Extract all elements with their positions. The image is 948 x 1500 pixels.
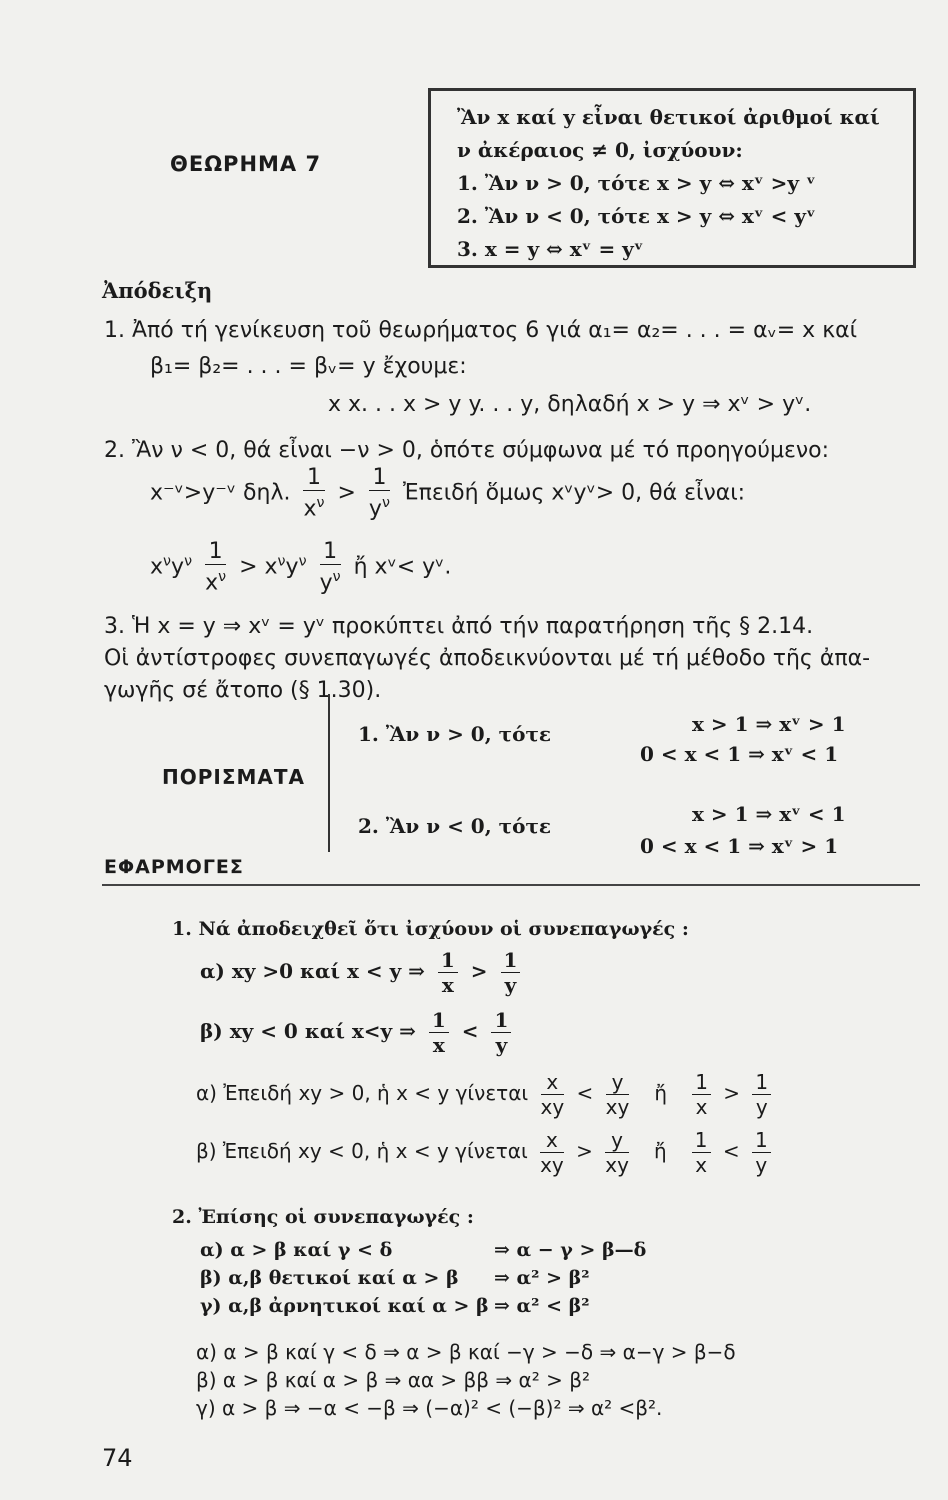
proof-2-conclusion: ἤ xᵛ< yᵛ.: [353, 554, 452, 580]
theorem-line-1: Ἂν x καί y εἶναι θετικοί ἀριθμοί καί: [457, 105, 880, 129]
theorem-line-2: ν ἀκέραιος ≠ 0, ἰσχύουν:: [457, 138, 743, 162]
fraction-1-over-yv-2: $\frac{1}{y^\nu}$: [319, 539, 341, 596]
exercise-2-rows: [200, 1236, 489, 1320]
fraction-x-over-xy: $\frac{x}{xy}$: [540, 1070, 565, 1119]
exercise-2-title: 2. Ἐπίσης οἱ συνεπαγωγές :: [172, 1206, 474, 1228]
proof-2-line-2: x⁻ᵛ>y⁻ᵛ δηλ. $\frac{1}{x^\nu}$ > $\frac{1}{y^\nu}$ Ἐπειδή ὅμως xᵛyᵛ> 0, θά εἶναι:: [150, 465, 746, 522]
theorem-line-5: 3. x = y ⇔ xᵛ = yᵛ: [457, 237, 644, 261]
fraction-1-over-x-4: $\frac{1}{x}$: [692, 1128, 711, 1177]
exercise-1-b: β) xy < 0 καί x<y ⇒ $\frac{1}{x}$ < $\frac{1}{y}$: [200, 1008, 517, 1057]
fraction-1-over-y-3: $\frac{1}{y}$: [752, 1070, 771, 1119]
exercise-2-result-b: ⇒ α² > β²: [494, 1267, 590, 1289]
corollary-2: 2. Ἂν ν < 0, τότε: [358, 814, 552, 838]
corollary-2-row-1: x > 1 ⇒ xᵛ < 1: [692, 802, 846, 826]
exercise-2-result-c: ⇒ α² < β²: [494, 1295, 590, 1317]
fraction-1-over-xv-2: $\frac{1}{x^\nu}$: [205, 539, 227, 596]
proof-2-ineq: x⁻ᵛ>y⁻ᵛ δηλ.: [150, 480, 291, 506]
corollaries-divider: [328, 694, 330, 852]
corollary-1-row-2: 0 < x < 1 ⇒ xᵛ < 1: [640, 742, 839, 766]
corollary-2-row-2: 0 < x < 1 ⇒ xᵛ > 1: [640, 834, 839, 858]
fraction-1-over-y: $\frac{1}{y}$: [501, 948, 521, 997]
theorem-line-3: 1. Ἂν ν > 0, τότε x > y ⇔ xᵛ >y ᵛ: [457, 171, 816, 195]
proof-1-line-2: β₁= β₂= . . . = βᵥ= y ἔχουμε:: [150, 354, 467, 379]
proof-3-line-3: γωγῆς σέ ἄτοπο (§ 1.30).: [104, 678, 382, 703]
solution-1-a: α) Ἐπειδή xy > 0, ἡ x < y γίνεται $\frac{x}{xy}$ < $\frac{y}{xy}$ ἤ $\frac{1}{x}$ > $\frac{1}{y}$: [196, 1070, 777, 1119]
solution-2: [196, 1338, 736, 1422]
proof-1-line-3: x x. . . x > y y. . . y, δηλαδή x > y ⇒ xᵛ > yᵛ.: [328, 392, 812, 417]
exercise-2-row-c: γ) α,β ἀρνητικοί καί α > β: [200, 1295, 489, 1317]
solution-2-c: γ) α > β ⇒ −α < −β ⇒ (−α)² < (−β)² ⇒ α² <β².: [196, 1396, 663, 1420]
fraction-1-over-yv: $\frac{1}{y^\nu}$: [368, 465, 390, 522]
exercise-1-title: 1. Νά ἀποδειχθεῖ ὅτι ἰσχύουν οἱ συνεπαγωγές :: [172, 918, 689, 940]
fraction-1-over-x-2: $\frac{1}{x}$: [429, 1008, 449, 1057]
fraction-1-over-x-3: $\frac{1}{x}$: [692, 1070, 711, 1119]
or-word: ἤ: [654, 1081, 668, 1105]
fraction-y-over-xy: $\frac{y}{xy}$: [605, 1070, 630, 1119]
fraction-1-over-y-4: $\frac{1}{y}$: [752, 1128, 771, 1177]
or-word-2: ἤ: [654, 1139, 667, 1163]
fraction-1-over-xv: $\frac{1}{x^\nu}$: [303, 465, 325, 522]
proof-1-line-1: 1. Ἀπό τή γενίκευση τοῦ θεωρήματος 6 γιά α₁= α₂= . . . = αᵥ= x καί: [104, 318, 858, 343]
proof-2-since: Ἐπειδή ὅμως xᵛyᵛ> 0, θά εἶναι:: [402, 480, 746, 506]
proof-2-line-3: $x^\nu y^\nu$ $\frac{1}{x^\nu}$ > $x^\nu y^\nu$ $\frac{1}{y^\nu}$ ἤ xᵛ< yᵛ.: [150, 539, 452, 596]
exercise-1-a: α) xy >0 καί x < y ⇒ $\frac{1}{x}$ > $\frac{1}{y}$: [200, 948, 526, 997]
corollaries-title: ΠΟΡΙΣΜΑΤΑ: [162, 765, 306, 789]
solution-2-b: β) α > β καί α > β ⇒ αα > ββ ⇒ α² > β²: [196, 1368, 590, 1392]
fraction-1-over-x: $\frac{1}{x}$: [438, 948, 458, 997]
exercise-1-a-text: α) xy >0 καί x < y ⇒: [200, 959, 425, 983]
exercise-2-row-b: β) α,β θετικοί καί α > β: [200, 1267, 459, 1289]
proof-3-line-2: Οἱ ἀντίστροφες συνεπαγωγές ἀποδεικνύονται μέ τή μέθοδο τῆς ἀπα-: [104, 646, 871, 671]
section-rule: [102, 884, 920, 886]
fraction-1-over-y-2: $\frac{1}{y}$: [491, 1008, 511, 1057]
fraction-x-over-xy-2: $\frac{x}{xy}$: [540, 1128, 564, 1177]
corollary-1: 1. Ἂν ν > 0, τότε: [358, 722, 552, 746]
theorem-box: [428, 88, 916, 268]
exercise-1-b-text: β) xy < 0 καί x<y ⇒: [200, 1019, 416, 1043]
solution-1-a-text: α) Ἐπειδή xy > 0, ἡ x < y γίνεται: [196, 1081, 529, 1105]
proof-heading: Ἀπόδειξη: [102, 278, 213, 303]
solution-1-b: β) Ἐπειδή xy < 0, ἡ x < y γίνεται $\frac{x}{xy}$ > $\frac{y}{xy}$ ἤ $\frac{1}{x}$ < $\frac{1}{y}$: [196, 1128, 777, 1177]
corollary-1-row-1: x > 1 ⇒ xᵛ > 1: [692, 712, 846, 736]
solution-1-b-text: β) Ἐπειδή xy < 0, ἡ x < y γίνεται: [196, 1139, 528, 1163]
exercise-2-result-a: ⇒ α − γ > β—δ: [494, 1239, 647, 1261]
theorem-title: ΘΕΩΡΗΜΑ 7: [170, 152, 322, 176]
applications-title: ΕΦΑΡΜΟΓΕΣ: [104, 856, 244, 878]
exercise-2-results: [494, 1236, 646, 1320]
fraction-y-over-xy-2: $\frac{y}{xy}$: [605, 1128, 629, 1177]
exercise-2-row-a: α) α > β καί γ < δ: [200, 1239, 393, 1261]
page-number: 74: [102, 1444, 133, 1472]
proof-3-line-1: 3. Ἡ x = y ⇒ xᵛ = yᵛ προκύπτει ἀπό τήν παρατήρηση τῆς § 2.14.: [104, 614, 814, 639]
theorem-line-4: 2. Ἂν ν < 0, τότε x > y ⇔ xᵛ < yᵛ: [457, 204, 816, 228]
solution-2-a: α) α > β καί γ < δ ⇒ α > β καί −γ > −δ ⇒ α−γ > β−δ: [196, 1340, 736, 1364]
proof-2-line-1: 2. Ἂν ν < 0, θά εἶναι −ν > 0, ὁπότε σύμφωνα μέ τό προηγούμενο:: [104, 438, 830, 463]
